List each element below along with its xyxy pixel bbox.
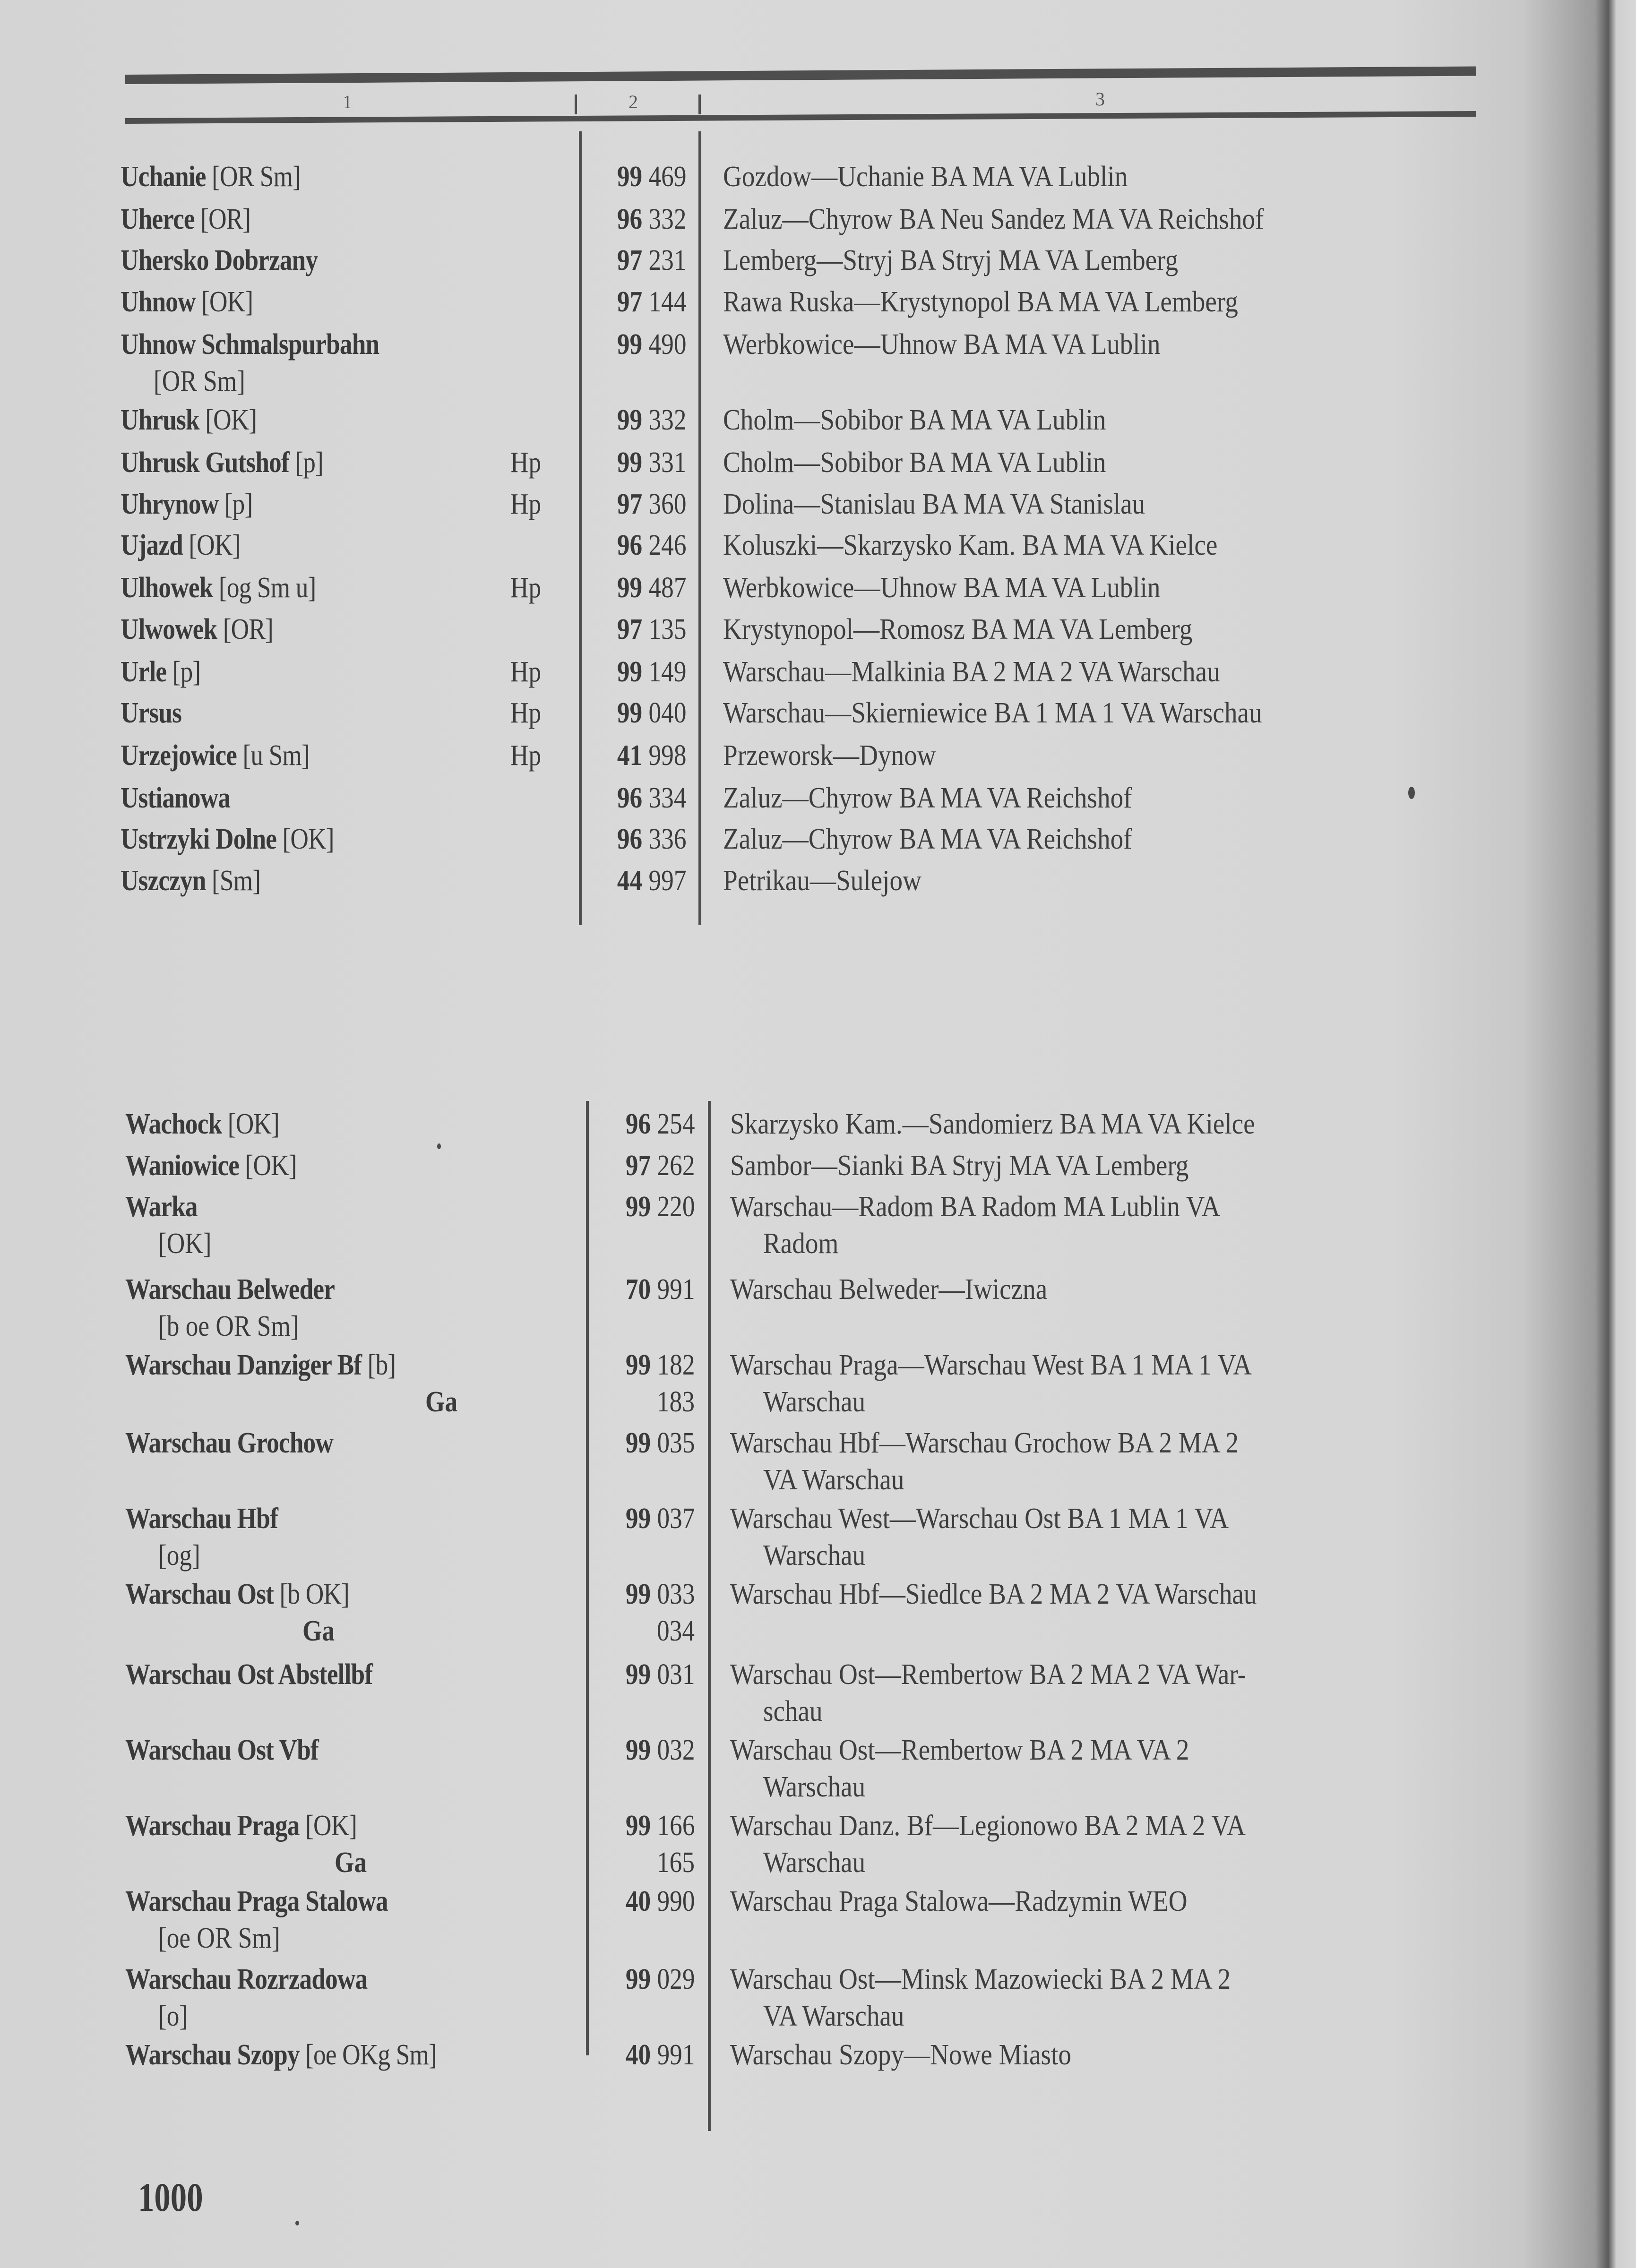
station-number-prefix: 41 bbox=[617, 739, 642, 772]
route-info-continued: Radom bbox=[763, 1228, 839, 1260]
station-name-text: Ulhowek bbox=[121, 572, 213, 604]
station-codes: [OR Sm] bbox=[212, 161, 301, 193]
station-name bbox=[125, 1732, 319, 1769]
station-codes: [p] bbox=[172, 656, 201, 688]
route-info: Warschau Ost—Minsk Mazowiecki BA 2 MA 2 bbox=[730, 1963, 1231, 1995]
station-number-suffix: 490 bbox=[648, 328, 686, 361]
station-codes: [oe OR Sm] bbox=[158, 1922, 280, 1954]
station-number-prefix: 99 bbox=[625, 1734, 651, 1766]
route-info-continued: Warschau bbox=[763, 1847, 866, 1879]
station-number-prefix: 40 bbox=[625, 1885, 651, 1917]
header-rule bbox=[125, 111, 1476, 124]
station-codes: [OK] bbox=[282, 823, 334, 855]
station-codes: [OR Sm] bbox=[154, 365, 246, 397]
route-info: Warschau Praga—Warschau West BA 1 MA 1 VA bbox=[730, 1349, 1252, 1381]
station-number-suffix: 360 bbox=[648, 488, 686, 520]
route-info: Rawa Ruska—Krystynopol BA MA VA Lemberg bbox=[723, 286, 1238, 318]
station-number bbox=[617, 242, 686, 279]
station-number-suffix: 254 bbox=[657, 1108, 695, 1140]
goods-station-label: Ga bbox=[425, 1386, 458, 1418]
route-info-continued: Warschau bbox=[763, 1386, 866, 1418]
station-number-suffix: 332 bbox=[648, 203, 686, 235]
column-divider-2 bbox=[708, 1101, 711, 2131]
station-codes: [p] bbox=[295, 447, 323, 479]
station-number bbox=[625, 1500, 695, 1537]
station-name-text: Uszczyn bbox=[121, 865, 206, 897]
station-number bbox=[625, 1106, 695, 1143]
station-name-text: Uchanie bbox=[121, 161, 206, 193]
route-info: Warschau—Skierniewice BA 1 MA 1 VA Warschau bbox=[723, 697, 1262, 729]
station-name bbox=[121, 653, 200, 690]
station-name-text: Urle bbox=[121, 656, 167, 688]
station-name bbox=[121, 284, 253, 320]
stop-type: Hp bbox=[510, 656, 542, 688]
station-codes: [OR] bbox=[200, 203, 251, 235]
route-info: Lemberg—Stryj BA Stryj MA VA Lemberg bbox=[723, 244, 1179, 276]
station-number-suffix: 332 bbox=[648, 404, 686, 436]
ink-speck bbox=[437, 1143, 441, 1149]
station-number-prefix: 44 bbox=[617, 865, 642, 897]
station-name bbox=[125, 1656, 372, 1693]
station-number-suffix: 262 bbox=[657, 1150, 695, 1182]
station-name bbox=[121, 242, 318, 279]
station-number bbox=[617, 780, 686, 816]
station-number-prefix: 97 bbox=[617, 488, 642, 520]
header-divider bbox=[698, 94, 701, 114]
station-number-suffix: 182 bbox=[657, 1349, 695, 1381]
station-number bbox=[625, 1961, 695, 1998]
stop-type: Hp bbox=[510, 447, 542, 479]
station-codes: [OK] bbox=[305, 1810, 357, 1842]
station-name bbox=[125, 1500, 278, 1537]
goods-station-label: Ga bbox=[302, 1615, 335, 1647]
route-info-continued: Warschau bbox=[763, 1539, 866, 1572]
station-number bbox=[617, 695, 686, 731]
station-name bbox=[121, 486, 252, 523]
column-divider-1 bbox=[579, 131, 582, 925]
station-number bbox=[625, 1347, 695, 1383]
route-info: Warschau Belweder—Iwiczna bbox=[730, 1273, 1048, 1306]
route-info: Sambor—Sianki BA Stryj MA VA Lemberg bbox=[730, 1150, 1189, 1182]
station-name-text: Warschau Grochow bbox=[125, 1427, 333, 1459]
route-info: Warschau—Radom BA Radom MA Lublin VA bbox=[730, 1191, 1221, 1223]
station-number-prefix: 99 bbox=[625, 1578, 651, 1610]
station-name bbox=[125, 1188, 198, 1225]
station-number-prefix: 99 bbox=[617, 447, 642, 479]
station-name bbox=[125, 1147, 297, 1184]
route-info: Zaluz—Chyrow BA Neu Sandez MA VA Reichshof bbox=[723, 203, 1264, 235]
station-name bbox=[125, 1106, 279, 1143]
station-name bbox=[121, 326, 379, 363]
station-name bbox=[125, 1347, 396, 1383]
route-info: Przeworsk—Dynow bbox=[723, 739, 936, 772]
station-number-suffix: 991 bbox=[657, 2039, 695, 2071]
station-number bbox=[625, 1883, 695, 1920]
station-number-prefix: 97 bbox=[617, 244, 642, 276]
station-number bbox=[617, 653, 686, 690]
station-name bbox=[125, 1425, 333, 1461]
station-name-text: Warschau Danziger Bf bbox=[125, 1349, 362, 1381]
station-number bbox=[617, 737, 686, 774]
route-info: Skarzysko Kam.—Sandomierz BA MA VA Kielce bbox=[730, 1108, 1255, 1140]
station-codes: [OK] bbox=[205, 404, 257, 436]
station-name bbox=[121, 201, 250, 238]
station-name bbox=[121, 737, 310, 774]
station-number-prefix: 96 bbox=[617, 823, 642, 855]
station-number bbox=[617, 486, 686, 523]
station-number-prefix: 99 bbox=[625, 1963, 651, 1995]
station-number-suffix: 144 bbox=[648, 286, 686, 318]
station-number-prefix: 99 bbox=[617, 161, 642, 193]
station-number-suffix: 991 bbox=[657, 1273, 695, 1306]
station-number-suffix: 990 bbox=[657, 1885, 695, 1917]
station-name bbox=[125, 1961, 367, 1998]
station-name-text: Waniowice bbox=[125, 1150, 240, 1182]
station-name-text: Uhrusk Gutshof bbox=[121, 447, 289, 479]
station-number bbox=[625, 1271, 695, 1308]
station-name-text: Warschau Rozrzadowa bbox=[125, 1963, 368, 1995]
station-number-suffix: 035 bbox=[657, 1427, 695, 1459]
route-info: Petrikau—Sulejow bbox=[723, 865, 921, 897]
station-number-suffix: 032 bbox=[657, 1734, 695, 1766]
station-name-text: Wachock bbox=[125, 1108, 222, 1140]
station-name bbox=[121, 862, 260, 899]
station-name-text: Uhnow Schmalspurbahn bbox=[121, 328, 379, 361]
stop-type: Hp bbox=[510, 572, 542, 604]
route-info: Warschau—Malkinia BA 2 MA 2 VA Warschau bbox=[723, 656, 1220, 688]
column-divider-2 bbox=[698, 131, 701, 925]
route-info: Gozdow—Uchanie BA MA VA Lublin bbox=[723, 161, 1128, 193]
station-name-text: Warschau Szopy bbox=[125, 2039, 300, 2071]
station-number-prefix: 96 bbox=[625, 1108, 651, 1140]
station-number-prefix: 99 bbox=[625, 1503, 651, 1535]
station-codes: [og] bbox=[158, 1539, 200, 1572]
station-name bbox=[121, 527, 240, 564]
station-number-prefix: 99 bbox=[617, 404, 642, 436]
station-name-text: Warschau Belweder bbox=[125, 1273, 335, 1306]
station-number-suffix: 149 bbox=[648, 656, 686, 688]
station-number-prefix: 40 bbox=[625, 2039, 651, 2071]
station-number-suffix: 135 bbox=[648, 613, 686, 645]
station-number-suffix: 037 bbox=[657, 1503, 695, 1535]
route-info: Zaluz—Chyrow BA MA VA Reichshof bbox=[723, 782, 1132, 814]
station-codes: [OR] bbox=[223, 613, 273, 645]
column-header-2: 2 bbox=[629, 91, 638, 112]
station-codes: [OK] bbox=[227, 1108, 279, 1140]
station-number-prefix: 99 bbox=[617, 697, 642, 729]
stop-type: Hp bbox=[510, 488, 542, 520]
station-number-secondary: 165 bbox=[657, 1847, 695, 1879]
route-info-continued: VA Warschau bbox=[763, 1464, 904, 1496]
station-name bbox=[121, 444, 323, 481]
station-name bbox=[121, 402, 257, 438]
station-codes: [og Sm u] bbox=[218, 572, 316, 604]
station-number bbox=[617, 402, 686, 438]
station-number bbox=[617, 527, 686, 564]
station-number-suffix: 469 bbox=[648, 161, 686, 193]
station-number-suffix: 334 bbox=[648, 782, 686, 814]
station-number bbox=[625, 1807, 695, 1844]
station-number-suffix: 336 bbox=[648, 823, 686, 855]
station-codes: [b oe OR Sm] bbox=[158, 1310, 299, 1342]
station-name-text: Uhnow bbox=[121, 286, 196, 318]
route-info: Warschau Ost—Rembertow BA 2 MA 2 VA War- bbox=[730, 1658, 1247, 1691]
route-info-continued: Warschau bbox=[763, 1771, 866, 1803]
route-info-continued: schau bbox=[763, 1695, 823, 1727]
station-number bbox=[617, 158, 686, 195]
station-number-secondary: 183 bbox=[657, 1386, 695, 1418]
station-number bbox=[625, 1147, 695, 1184]
station-codes: [OK] bbox=[189, 529, 241, 561]
station-number-prefix: 99 bbox=[625, 1427, 651, 1459]
station-number-suffix: 040 bbox=[648, 697, 686, 729]
station-name-text: Warka bbox=[125, 1191, 198, 1223]
station-number-suffix: 231 bbox=[648, 244, 686, 276]
route-info: Warschau Hbf—Siedlce BA 2 MA 2 VA Warschau bbox=[730, 1578, 1257, 1610]
page-number: 1000 bbox=[138, 2174, 203, 2220]
route-info: Warschau Praga Stalowa—Radzymin WEO bbox=[730, 1885, 1188, 1917]
station-number-prefix: 99 bbox=[617, 328, 642, 361]
station-name-text: Ustianowa bbox=[121, 782, 231, 814]
station-number-suffix: 998 bbox=[648, 739, 686, 772]
station-name bbox=[125, 2036, 437, 2073]
ink-speck bbox=[1408, 787, 1415, 799]
stop-type: Hp bbox=[510, 739, 542, 772]
station-number-suffix: 033 bbox=[657, 1578, 695, 1610]
station-number bbox=[617, 862, 686, 899]
station-number bbox=[617, 201, 686, 238]
station-codes: [OK] bbox=[245, 1150, 297, 1182]
station-number bbox=[625, 1656, 695, 1693]
station-name-text: Ursus bbox=[121, 697, 182, 729]
station-name bbox=[121, 611, 273, 648]
station-name-text: Warschau Ost bbox=[125, 1578, 274, 1610]
station-number-suffix: 031 bbox=[657, 1658, 695, 1691]
station-number-prefix: 99 bbox=[625, 1191, 651, 1223]
station-number-prefix: 96 bbox=[617, 529, 642, 561]
station-name bbox=[121, 569, 316, 606]
station-name-text: Warschau Praga Stalowa bbox=[125, 1885, 388, 1917]
station-codes: [b OK] bbox=[279, 1578, 349, 1610]
station-number-suffix: 997 bbox=[648, 865, 686, 897]
station-number bbox=[617, 284, 686, 320]
station-number bbox=[617, 326, 686, 363]
station-codes: [p] bbox=[224, 488, 253, 520]
station-number-suffix: 166 bbox=[657, 1810, 695, 1842]
station-number-suffix: 246 bbox=[648, 529, 686, 561]
station-codes: [u Sm] bbox=[242, 739, 310, 772]
station-codes: [OK] bbox=[158, 1228, 212, 1260]
station-number-prefix: 97 bbox=[617, 286, 642, 318]
station-number bbox=[617, 821, 686, 858]
station-name-text: Ujazd bbox=[121, 529, 183, 561]
station-codes: [o] bbox=[158, 2000, 188, 2032]
station-name bbox=[125, 1883, 388, 1920]
route-info: Cholm—Sobibor BA MA VA Lublin bbox=[723, 404, 1106, 436]
station-name bbox=[121, 158, 301, 195]
station-name bbox=[125, 1576, 349, 1613]
station-number-prefix: 99 bbox=[625, 1810, 651, 1842]
station-number-prefix: 97 bbox=[625, 1150, 651, 1182]
station-number-prefix: 99 bbox=[617, 656, 642, 688]
ink-speck bbox=[295, 2221, 299, 2225]
station-name-text: Warschau Ost Abstellbf bbox=[125, 1658, 373, 1691]
station-name bbox=[121, 695, 181, 731]
route-info: Warschau Hbf—Warschau Grochow BA 2 MA 2 bbox=[730, 1427, 1239, 1459]
route-info: Werbkowice—Uhnow BA MA VA Lublin bbox=[723, 572, 1161, 604]
column-header-3: 3 bbox=[1095, 88, 1105, 110]
station-codes: [OK] bbox=[201, 286, 253, 318]
station-name-text: Ulwowek bbox=[121, 613, 217, 645]
station-codes: [oe OKg Sm] bbox=[305, 2039, 437, 2071]
station-number-prefix: 96 bbox=[617, 782, 642, 814]
station-name bbox=[121, 780, 230, 816]
station-number bbox=[625, 1425, 695, 1461]
route-info: Warschau West—Warschau Ost BA 1 MA 1 VA bbox=[730, 1503, 1229, 1535]
station-number bbox=[625, 2036, 695, 2073]
route-info: Warschau Szopy—Nowe Miasto bbox=[730, 2039, 1071, 2071]
goods-station-label: Ga bbox=[335, 1847, 367, 1879]
station-number bbox=[625, 1188, 695, 1225]
station-number-prefix: 70 bbox=[625, 1273, 651, 1306]
station-number-secondary: 034 bbox=[657, 1615, 695, 1647]
top-rule bbox=[125, 67, 1476, 84]
station-codes: [b] bbox=[367, 1349, 396, 1381]
station-number-prefix: 99 bbox=[625, 1349, 651, 1381]
station-number-prefix: 96 bbox=[617, 203, 642, 235]
station-number-prefix: 99 bbox=[625, 1658, 651, 1691]
route-info: Warschau Ost—Rembertow BA 2 MA VA 2 bbox=[730, 1734, 1189, 1766]
station-codes: [Sm] bbox=[212, 865, 261, 897]
station-name-text: Urzejowice bbox=[121, 739, 237, 772]
station-number bbox=[625, 1576, 695, 1613]
column-divider-1 bbox=[586, 1101, 589, 2055]
station-number-suffix: 220 bbox=[657, 1191, 695, 1223]
route-info: Zaluz—Chyrow BA MA VA Reichshof bbox=[723, 823, 1132, 855]
stop-type: Hp bbox=[510, 697, 542, 729]
station-number-suffix: 487 bbox=[648, 572, 686, 604]
station-name-text: Warschau Hbf bbox=[125, 1503, 278, 1535]
station-name-text: Uhrusk bbox=[121, 404, 199, 436]
station-name bbox=[121, 821, 334, 858]
station-number bbox=[617, 569, 686, 606]
station-number-prefix: 99 bbox=[617, 572, 642, 604]
station-number bbox=[617, 611, 686, 648]
route-info: Warschau Danz. Bf—Legionowo BA 2 MA 2 VA bbox=[730, 1810, 1246, 1842]
station-name-text: Ustrzyki Dolne bbox=[121, 823, 277, 855]
station-name bbox=[125, 1807, 357, 1844]
station-number bbox=[617, 444, 686, 481]
header-divider bbox=[575, 94, 577, 114]
station-number-suffix: 331 bbox=[648, 447, 686, 479]
station-name-text: Uherce bbox=[121, 203, 195, 235]
route-info: Cholm—Sobibor BA MA VA Lublin bbox=[723, 447, 1106, 479]
route-info-continued: VA Warschau bbox=[763, 2000, 904, 2032]
station-name-text: Uhrynow bbox=[121, 488, 219, 520]
station-name-text: Uhersko Dobrzany bbox=[121, 244, 318, 276]
column-header-1: 1 bbox=[343, 91, 352, 112]
station-number bbox=[625, 1732, 695, 1769]
station-name-text: Warschau Ost Vbf bbox=[125, 1734, 319, 1766]
station-name-text: Warschau Praga bbox=[125, 1810, 300, 1842]
route-info: Krystynopol—Romosz BA MA VA Lemberg bbox=[723, 613, 1193, 645]
route-info: Dolina—Stanislau BA MA VA Stanislau bbox=[723, 488, 1145, 520]
station-number-prefix: 97 bbox=[617, 613, 642, 645]
route-info: Werbkowice—Uhnow BA MA VA Lublin bbox=[723, 328, 1161, 361]
station-name bbox=[125, 1271, 335, 1308]
station-number-suffix: 029 bbox=[657, 1963, 695, 1995]
route-info: Koluszki—Skarzysko Kam. BA MA VA Kielce bbox=[723, 529, 1218, 561]
